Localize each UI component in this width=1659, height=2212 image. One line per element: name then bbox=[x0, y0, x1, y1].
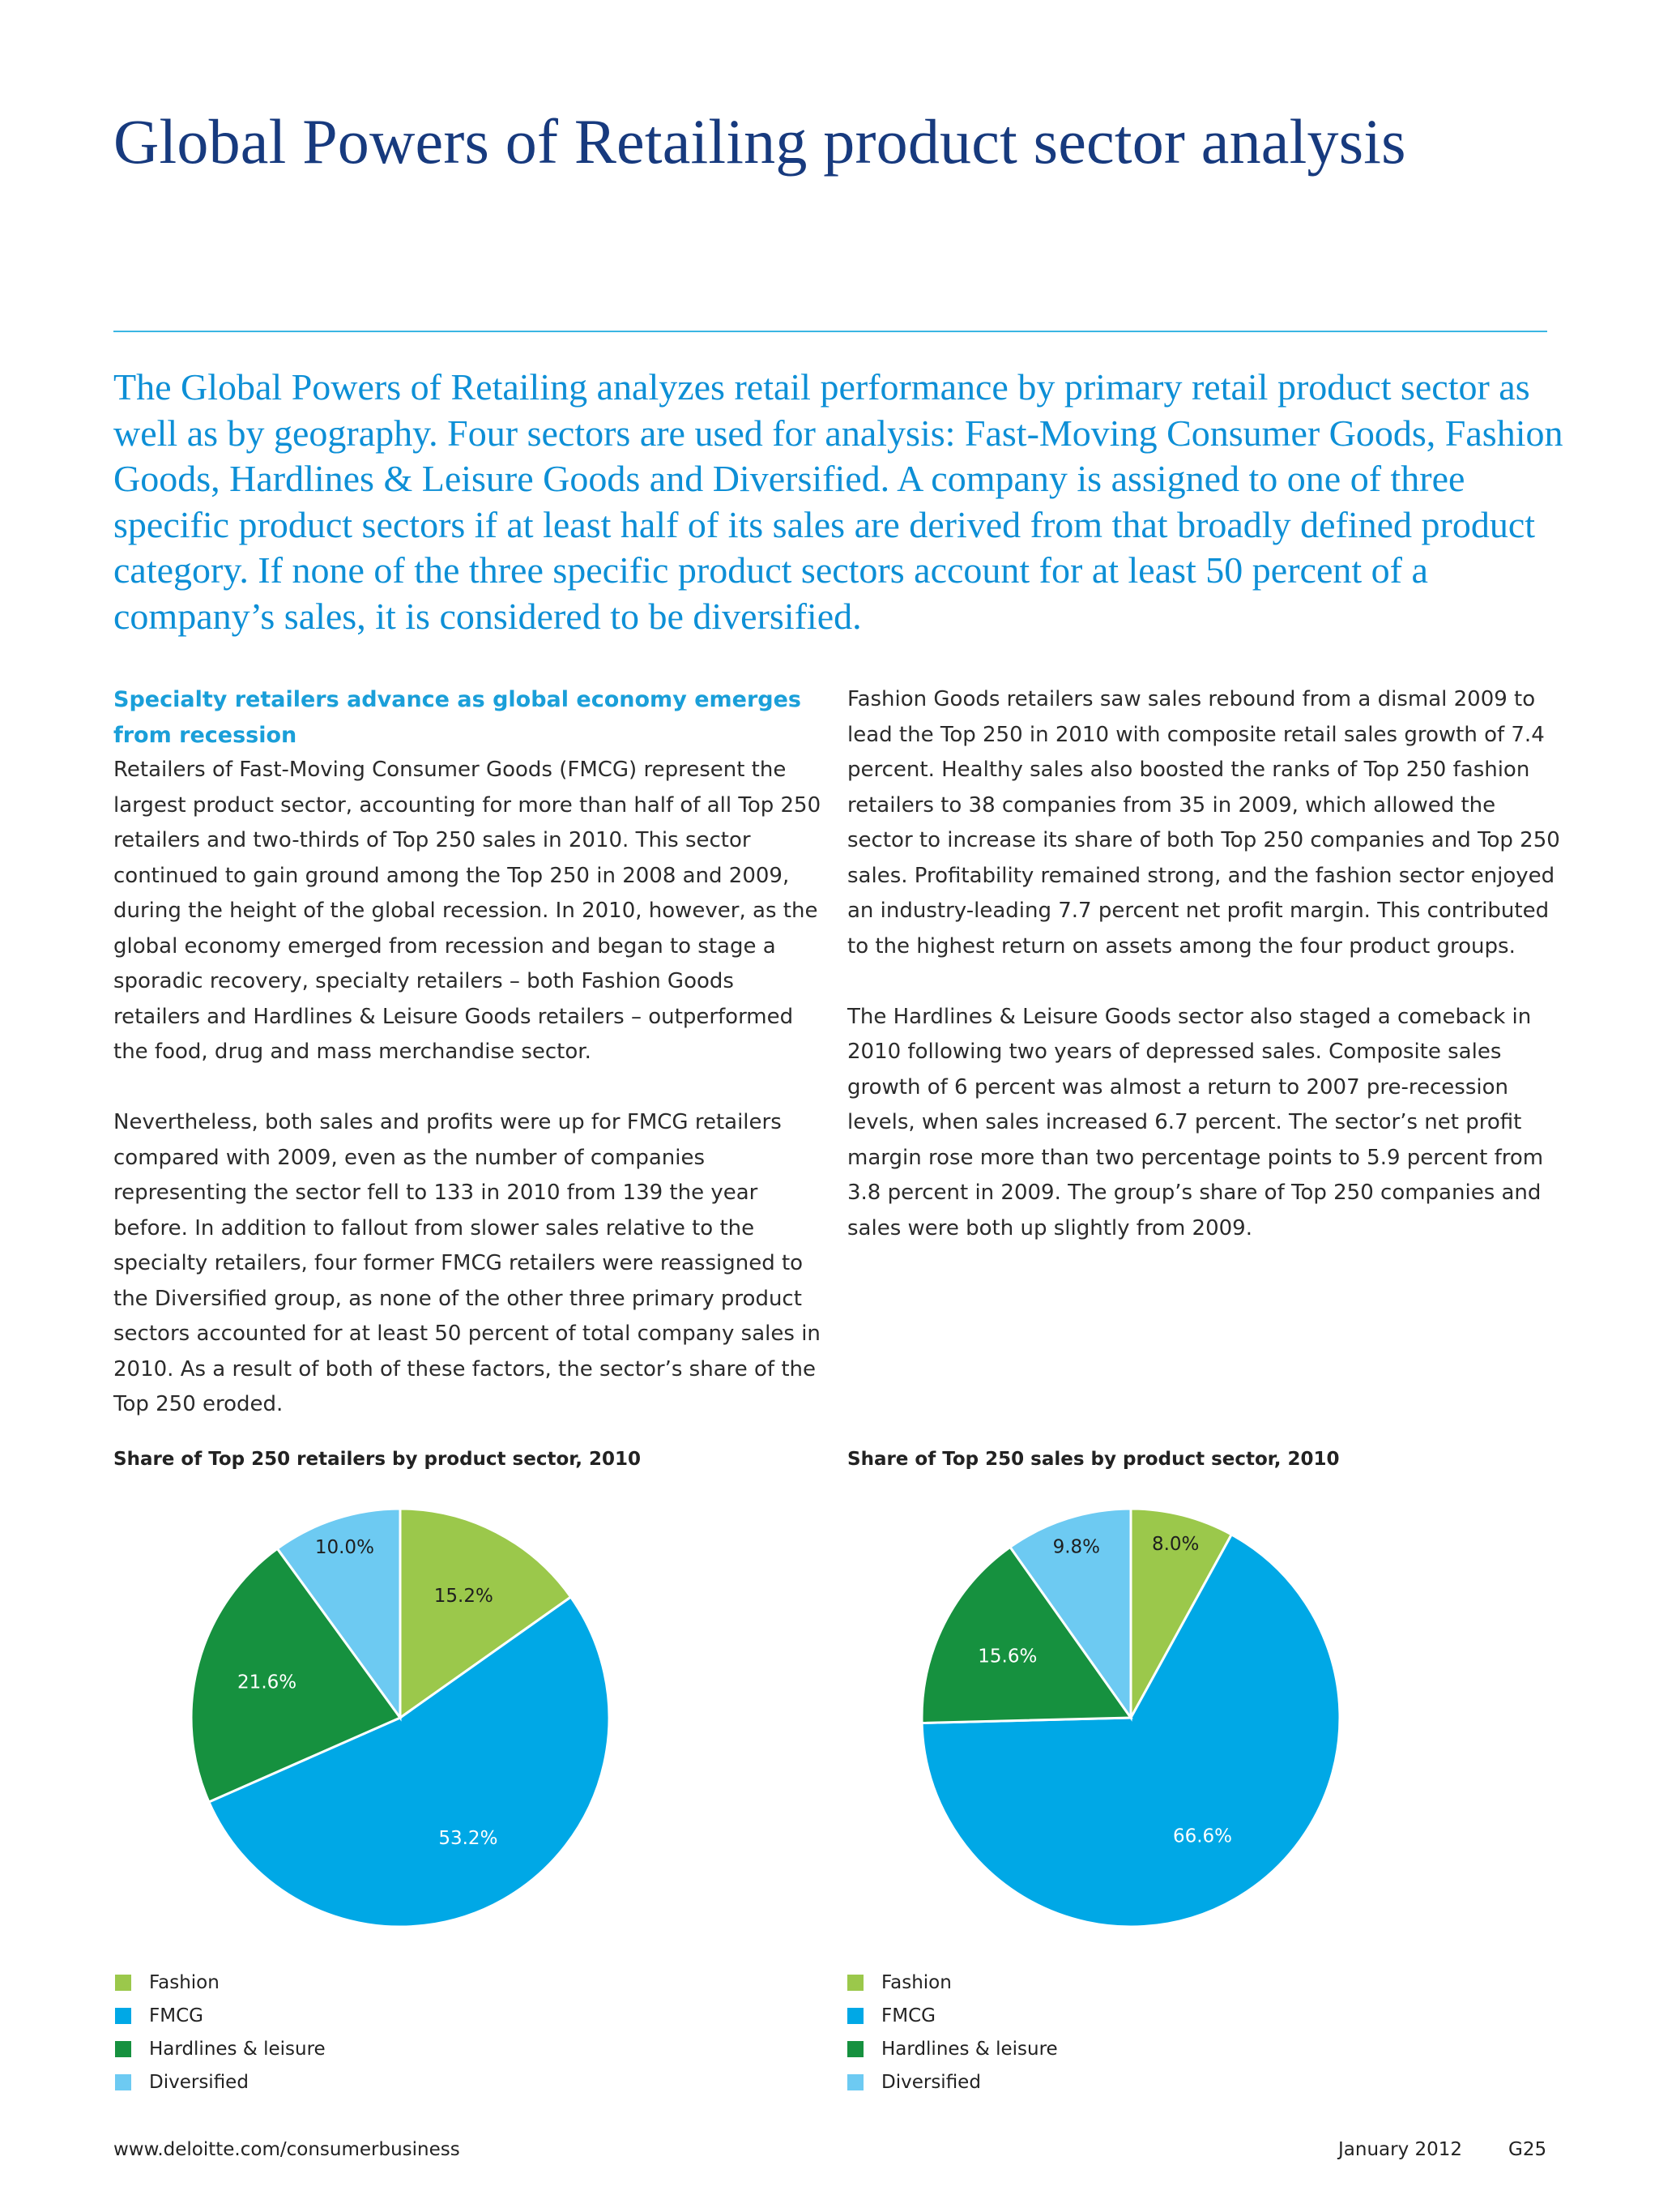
pie-label-fashion: 8.0% bbox=[1151, 1534, 1200, 1556]
legend-sales bbox=[847, 1966, 1058, 2099]
legend-label: Fashion bbox=[149, 1971, 220, 1993]
pie-chart-sales bbox=[912, 1499, 1350, 1937]
section-heading: Specialty retailers advance as global economy emerges from recession bbox=[113, 687, 801, 748]
footer-url: www.deloitte.com/consumerbusiness bbox=[113, 2139, 460, 2160]
legend-item-hardlines-leisure bbox=[847, 2032, 1058, 2065]
legend-item-diversified bbox=[115, 2065, 326, 2099]
pie-label-hardlines-leisure: 15.6% bbox=[978, 1646, 1038, 1668]
legend-item-hardlines-leisure bbox=[115, 2032, 326, 2065]
legend-label: Diversified bbox=[149, 2071, 249, 2093]
legend-label: Hardlines & leisure bbox=[881, 2038, 1058, 2060]
page-title: Global Powers of Retailing product sector analysis bbox=[113, 106, 1406, 177]
legend-swatch bbox=[115, 1975, 131, 1991]
legend-item-fashion bbox=[847, 1966, 1058, 1999]
legend-swatch bbox=[115, 2041, 131, 2057]
pie-label-diversified: 10.0% bbox=[314, 1537, 374, 1558]
legend-label: Diversified bbox=[881, 2071, 981, 2093]
pie-chart-retailers bbox=[181, 1499, 619, 1937]
legend-label: Hardlines & leisure bbox=[149, 2038, 326, 2060]
legend-swatch bbox=[847, 2074, 864, 2090]
pie-label-fmcg: 53.2% bbox=[438, 1828, 498, 1850]
right-paragraph-2: The Hardlines & Leisure Goods sector also staged a comeback in 2010 following two years of depressed sales. Composite sales growth of 6 percent was almost a return to 2007 pre-recession levels, when sales increased 6.7 percent. The sector’s net profit margin rose more than two percentage points to 5.9 percent from 3.8 percent in 2009. The group’s share of Top 250 companies and sales were both up slightly from 2009. bbox=[847, 1004, 1544, 1241]
legend-item-fmcg bbox=[847, 1999, 1058, 2032]
left-paragraph-2: Nevertheless, both sales and profits were up for FMCG retailers compared with 2009, even as the number of companies representing the sector fell to 133 in 2010 from 139 the year before. In addition to fallout from slower sales relative to the specialty retailers, four former FMCG retailers were reassigned to the Diversified group, as none of the other three primary product sectors accounted for at least 50 percent of total company sales in 2010. As a result of both of these factors, the sector’s share of the Top 250 eroded. bbox=[113, 1110, 821, 1416]
legend-item-fashion bbox=[115, 1966, 326, 1999]
pie-label-hardlines-leisure: 21.6% bbox=[237, 1672, 297, 1693]
pie-label-fmcg: 66.6% bbox=[1172, 1826, 1233, 1847]
legend-item-fmcg bbox=[115, 1999, 326, 2032]
chart-title-sales: Share of Top 250 sales by product sector, 2010 bbox=[847, 1449, 1340, 1470]
legend-item-diversified bbox=[847, 2065, 1058, 2099]
legend-retailers bbox=[115, 1966, 326, 2099]
legend-swatch bbox=[115, 2074, 131, 2090]
title-divider bbox=[113, 331, 1547, 332]
right-column bbox=[847, 682, 1560, 1282]
legend-label: FMCG bbox=[149, 2005, 203, 2026]
legend-swatch bbox=[847, 1975, 864, 1991]
legend-label: Fashion bbox=[881, 1971, 952, 1993]
legend-swatch bbox=[847, 2041, 864, 2057]
pie-label-diversified: 9.8% bbox=[1052, 1536, 1101, 1558]
intro-paragraph: The Global Powers of Retailing analyzes retail performance by primary retail product sector as well as by geography. Four sectors are used for analysis: Fast-Moving Consumer Goods, Fashion Goods, Hardlines & Leisure Goods and Diversified. A company is assigned to one of three specific product sectors if at least half of its sales are derived from that broadly defined product category. If none of the three specific product sectors account for at least 50 percent of a company’s sales, it is considered to be diversified. bbox=[113, 366, 1563, 637]
footer-date: January 2012 bbox=[1338, 2139, 1463, 2160]
pie-label-fashion: 15.2% bbox=[433, 1585, 493, 1607]
chart-title-retailers: Share of Top 250 retailers by product sector, 2010 bbox=[113, 1449, 641, 1470]
left-paragraph-1: Retailers of Fast-Moving Consumer Goods (FMCG) represent the largest product sector, accounting for more than half of all Top 250 retailers and two-thirds of Top 250 sales in 2010. This sector continued to gain ground among the Top 250 in 2008 and 2009, during the height of the global recession. In 2010, however, as the global economy emerged from recession and began to stage a sporadic recovery, specialty retailers – both Fashion Goods retailers and Hardlines & Leisure Goods retailers – outperformed the food, drug and mass merchandise sector. bbox=[113, 758, 821, 1064]
legend-swatch bbox=[847, 2008, 864, 2024]
right-paragraph-1: Fashion Goods retailers saw sales rebound from a dismal 2009 to lead the Top 250 in 2010 with composite retail sales growth of 7.4 percent. Healthy sales also boosted the ranks of Top 250 fashion retailers to 38 companies from 35 in 2009, which allowed the sector to increase its share of both Top 250 companies and Top 250 sales. Profitability remained strong, and the fashion sector enjoyed an industry-leading 7.7 percent net profit margin. This contributed to the highest return on assets among the four product groups. bbox=[847, 687, 1560, 959]
footer-page-number: G25 bbox=[1508, 2139, 1547, 2160]
legend-label: FMCG bbox=[881, 2005, 936, 2026]
left-column bbox=[113, 682, 826, 1458]
legend-swatch bbox=[115, 2008, 131, 2024]
